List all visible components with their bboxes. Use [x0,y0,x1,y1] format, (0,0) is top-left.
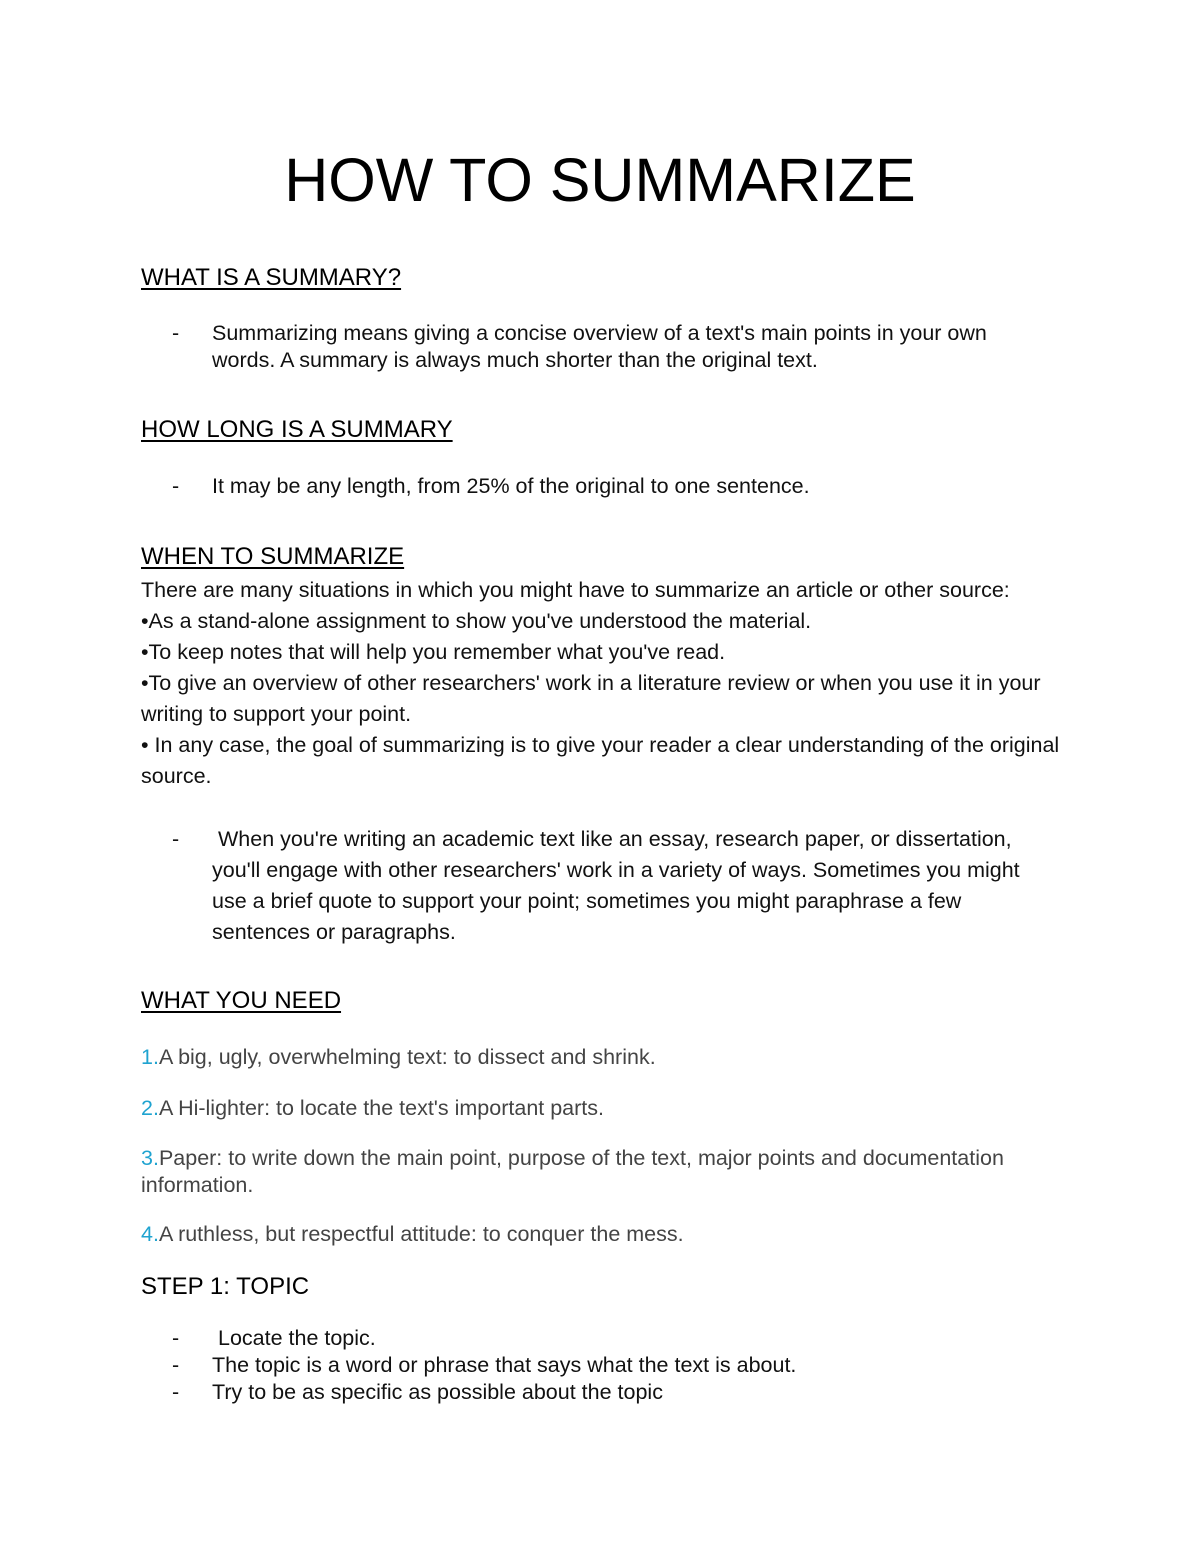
dash-bullet: - [172,1380,180,1404]
list-item-text: Summarizing means giving a concise overview of a text's main points in your own words. A summary is always much shorter than the original text. [212,321,987,372]
list-item-text: It may be any length, from 25% of the original to one sentence. [212,474,810,498]
numbered-item [141,1044,1041,1071]
bullet-line: •To keep notes that will help you remember what you've read. [141,640,726,664]
numbered-item [141,1221,1041,1248]
bullet-line: • In any case, the goal of summarizing is to give your reader a clear understanding of the original source. [141,733,1060,788]
item-text: A ruthless, but respectful attitude: to conquer the mess. [158,1222,684,1246]
dash-bullet: - [172,1353,180,1377]
section-heading-what-is: WHAT IS A SUMMARY? [141,264,402,291]
bullet-line: •As a stand-alone assignment to show you've understood the material. [141,609,812,633]
list-item [172,824,1052,948]
numbered-item [141,1145,1041,1199]
section-heading-step1: STEP 1: TOPIC [141,1273,310,1300]
list-item [172,1325,1052,1352]
bullet-line: •To give an overview of other researchers' work in a literature review or when you use it in your writing to support your point. [141,671,1041,726]
list-item-text: When you're writing an academic text like an essay, research paper, or dissertation, you'll engage with other researchers' work in a variety of ways. Sometimes you might use a brief quote to support your point; sometimes you might paraphrase a few sentences or paragraphs. [212,827,1026,944]
item-text: A Hi-lighter: to locate the text's important parts. [158,1096,604,1120]
list-item [172,320,1052,374]
item-number: 3. [141,1146,159,1170]
dash-bullet: - [172,321,180,345]
dash-bullet: - [172,1326,180,1350]
list-item-text: The topic is a word or phrase that says what the text is about. [212,1353,797,1377]
item-text: Paper: to write down the main point, purpose of the text, major points and documentation information. [141,1146,1004,1197]
when-paragraph [141,575,1061,792]
item-number: 1. [141,1045,159,1069]
list-item-text: Try to be as specific as possible about the topic [212,1380,663,1404]
dash-bullet: - [172,827,180,851]
section-heading-need: WHAT YOU NEED [141,987,342,1014]
item-number: 4. [141,1222,159,1246]
dash-bullet: - [172,474,180,498]
section-heading-how-long: HOW LONG IS A SUMMARY [141,416,453,443]
page-title: HOW TO SUMMARIZE [284,146,916,214]
paragraph-line: There are many situations in which you might have to summarize an article or other source: [141,578,1010,602]
section-heading-when: WHEN TO SUMMARIZE [141,543,405,570]
list-item [172,1352,1052,1379]
list-item [172,473,1052,500]
numbered-item [141,1095,1041,1122]
item-text: A big, ugly, overwhelming text: to dissect and shrink. [158,1045,656,1069]
list-item [172,1379,1052,1406]
list-item-text: Locate the topic. [212,1326,376,1350]
item-number: 2. [141,1096,159,1120]
